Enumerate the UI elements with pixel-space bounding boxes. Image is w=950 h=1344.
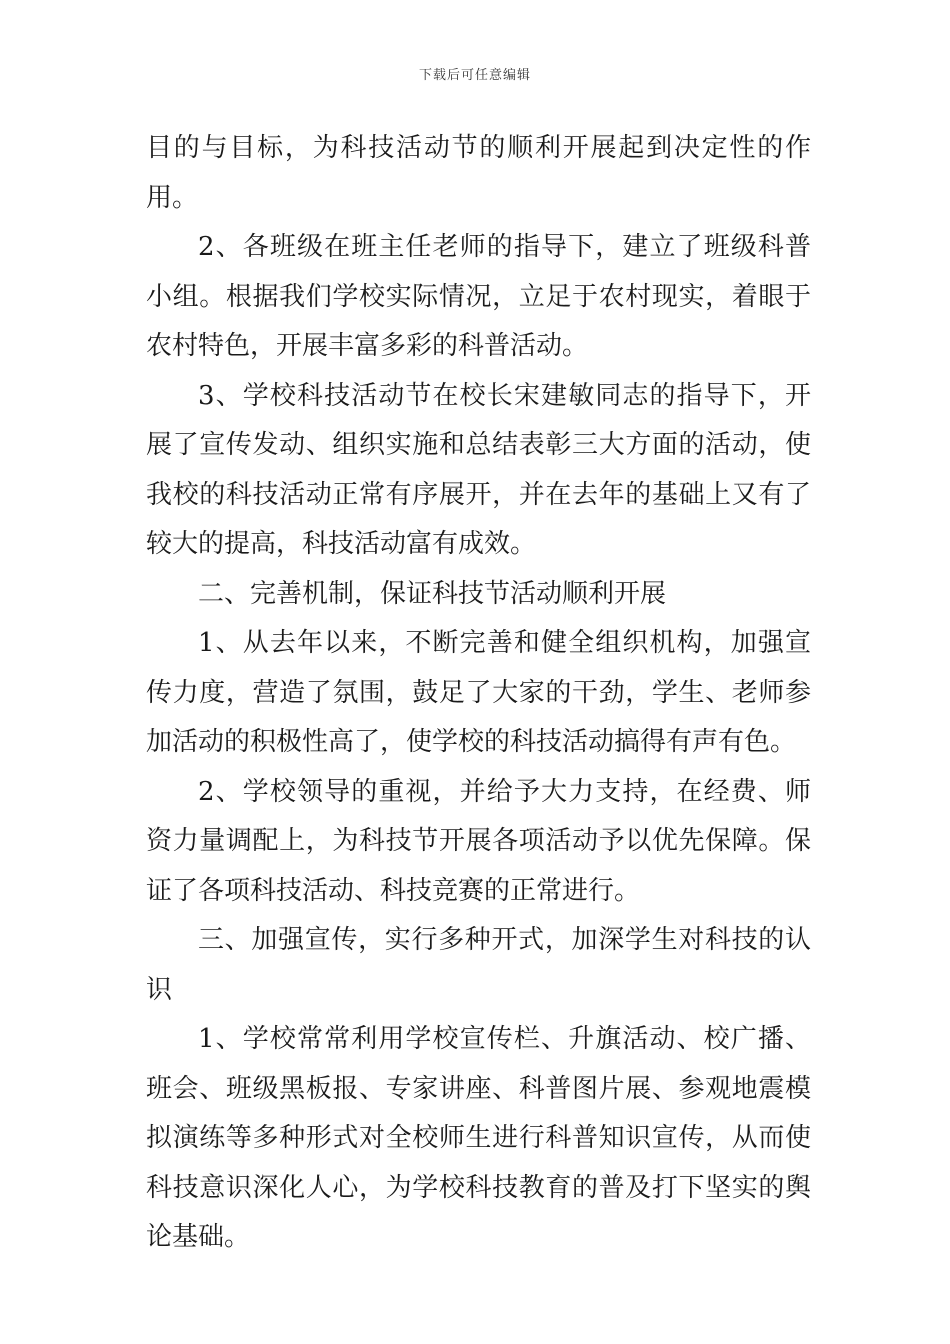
paragraph: 目的与目标，为科技活动节的顺利开展起到决定性的作用。 — [146, 133, 811, 213]
paragraph: 2、学校领导的重视，并给予大力支持，在经费、师资力量调配上，为科技节开展各项活动予以优先保障。保证了各项科技活动、科技竞赛的正常进行。 — [146, 776, 811, 906]
section-heading: 三、加强宣传，实行多种开式，加深学生对科技的认识 — [146, 925, 811, 1005]
paragraph: 2、各班级在班主任老师的指导下，建立了班级科普小组。根据我们学校实际情况，立足于农村现实，着眼于农村特色，开展丰富多彩的科普活动。 — [146, 232, 811, 361]
paragraph: 1、从去年以来，不断完善和健全组织机构，加强宣传力度，营造了氛围，鼓足了大家的干劲，学生、老师参加活动的积极性高了，使学校的科技活动搞得有声有色。 — [146, 628, 811, 757]
document-body — [146, 124, 811, 1263]
paragraph: 3、学校科技活动节在校长宋建敏同志的指导下，开展了宣传发动、组织实施和总结表彰三大方面的活动，使我校的科技活动正常有序展开，并在去年的基础上又有了较大的提高，科技活动富有成效。 — [146, 380, 811, 559]
page-header: 下载后可任意编辑 — [418, 68, 531, 83]
paragraph: 1、学校常常利用学校宣传栏、升旗活动、校广播、班会、班级黑板报、专家讲座、科普图片展、参观地震模拟演练等多种形式对全校师生进行科普知识宣传，从而使科技意识深化人心，为学校科技教育的普及打下坚实的舆论基础。 — [146, 1024, 811, 1252]
section-heading: 二、完善机制，保证科技节活动顺利开展 — [198, 578, 667, 609]
